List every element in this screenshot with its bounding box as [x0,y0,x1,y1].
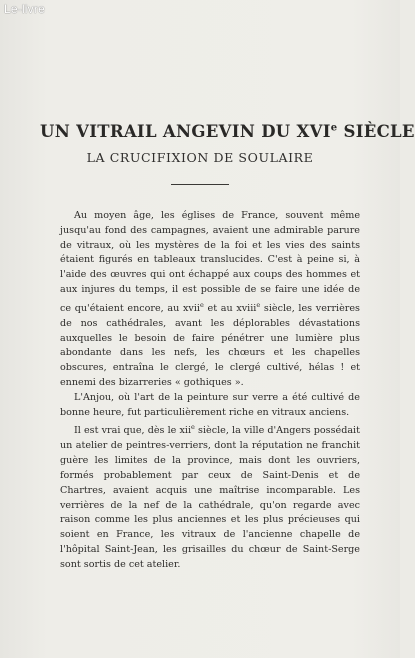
paragraph [60,391,360,421]
text-run: siècle, la ville d'Angers possédait un atelier de peintres-verriers, dont la réputation ne franchit guère les limites de la province, mais dont les ouvriers, formés probablement par ceux de Saint-Denis et de Chartres, avaient acquis une maîtrise incomparable. Les verrières de la nef de la cathédrale, qu'on regarde avec raison comme les plus anciennes et les plus précieuses qui soient en France, les vitraux de l'ancienne chapelle de l'hôpital Saint-Jean, les grisailles du chœur de Saint-Serge sont sortis de cet atelier. [60,425,360,570]
paragraph [60,209,360,391]
title-superscript: e [330,122,338,134]
article-body [60,209,360,573]
title-divider [171,184,229,185]
watermark-logo: Le-livre [4,2,45,16]
superscript: e [191,423,195,432]
superscript: e [199,300,204,309]
title-tail: SIÈCLE [337,122,415,141]
text-run: siècle, les verrières de nos cathédrales, avant les déplorables dévastations auxquelles le besoin de faire pénétrer une lumière plus abondante dans les nefs, les chœurs et les chapelles obscures, entraîna le clergé, le clergé cultivé, hélas ! et ennemi des bizarreries « gothiques ». [60,302,360,388]
text-run: Il est vrai que, dès le xii [74,425,192,437]
article-title [40,122,415,141]
title-main: UN VITRAIL ANGEVIN DU XVI [40,122,331,141]
text-run: et au xviii [203,302,257,314]
paragraph [60,420,360,572]
text-run: L'Anjou, où l'art de la peinture sur verre a été cultivé de bonne heure, fut particulièrement riche en vitraux anciens. [60,391,360,418]
superscript: e [256,300,261,309]
text-run: Au moyen âge, les églises de France, souvent même jusqu'au fond des campagnes, avaient une admirable parure de vitraux, où les mystères de la foi et les vies des saints étaient figurés en tableaux translucides. C'est à peine si, à l'aide des œuvres qui ont échappé aux coups des hommes et aux injures du temps, il est possible de se faire une idée de ce qu'étaient encore, au xvii [60,210,360,314]
article-subtitle: LA CRUCIFIXION DE SOULAIRE [86,150,314,165]
